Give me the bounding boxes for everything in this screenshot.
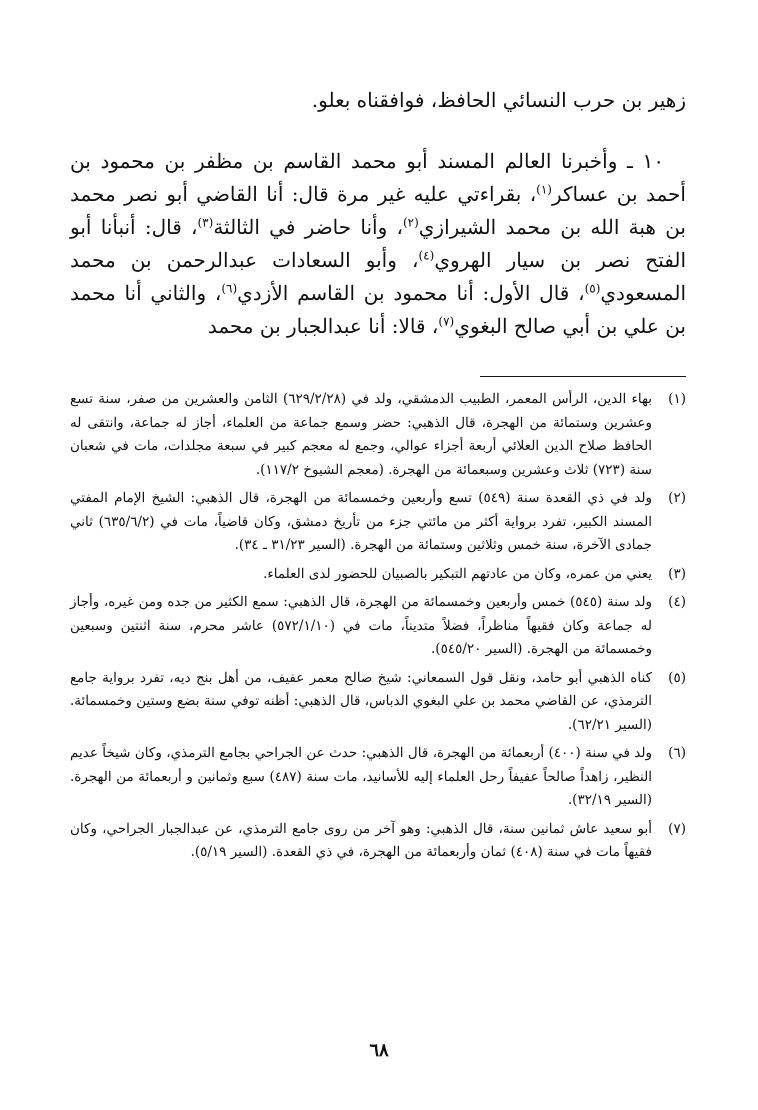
footnote-text: بهاء الدين، الرأس المعمر، الطبيب الدمشقي، ولد في (٦٢٩/٢/٢٨) الثامن والعشرين من صفر، سنة تسع وعشرين وستمائة من الهجرة، قال الذهبي: حضر وسمع جماعة من العلماء، أجاز له جماعة، وانتقى له الحافظ صلاح الدين العلائي أربعة أجزاء عوالي، وجمع له معجم كبير في سبعة مجلدات، مات في شعبان سنة (٧٢٣) ثلاث وعشرين وسبعمائة من الهجرة. (معجم الشيوخ ١١٧/٢).: [70, 391, 652, 478]
footnotes: [70, 388, 686, 870]
footnote-number: (٤): [668, 594, 686, 610]
main-text: [70, 84, 686, 343]
text-run: ، والثاني أنا محمد بن علي بن أبي صالح البغوي: [70, 281, 686, 338]
footnote-number: (٣): [668, 565, 686, 582]
footnote-text: يعني من عمره، وكان من عادتهم التبكير بالصبيان للحضور لدى العلماء.: [263, 565, 652, 582]
footnote-marker-7[interactable]: (٧): [438, 314, 455, 329]
footnote-text: ولد سنة (٥٤٥) خمس وأربعين وخمسمائة من الهجرة، قال الذهبي: سمع الكثير من جده ومن غيره، وأجاز له جماعة وكان فقيهاً مناظراً، فضلاً متديناً، مات في (٥٧٢/١/١٠) عاشر محرم، سنة اثنتين وسبعين وخمسمائة من الهجرة. (السير ٥٤٥/٢٠).: [70, 594, 652, 657]
footnote-text: كناه الذهبي أبو حامد، ونقل قول السمعاني: شيخ صالح معمر عفيف، من أهل بنج ديه، تفرد برواية جامع الترمذي، عن القاضي محمد بن علي البغوي الدباس، قال الذهبي: أظنه توفي سنة بضع وستين وخمسمائة. (السير ٦٢/٢١).: [70, 669, 652, 733]
text-run: ، قال الأول: أنا محمود بن القاسم الأزدي: [237, 281, 585, 305]
footnote-text: أبو سعيد عاش ثمانين سنة، قال الذهبي: وهو آخر من روى جامع الترمذي، عن عبدالجبار الجراحي، وكان فقيهاً مات في سنة (٤٠٨) ثمان وأربعمائة من الهجرة، في ذي القعدة. (السير ٥/١٩).: [70, 820, 652, 860]
text-run: ، وأنا حاضر في الثالثة: [213, 215, 403, 239]
footnote-number: (٧): [668, 820, 686, 837]
footnote: [70, 667, 686, 738]
footnote-marker-1[interactable]: (١): [536, 182, 552, 197]
footnote: [70, 388, 686, 482]
footnote-text: ولد في ذي القعدة سنة (٥٤٩) تسع وأربعين وخمسمائة من الهجرة، قال الذهبي: الشيخ الإمام المفتي المسند الكبير، تفرد برواية أكثر من مائتي جزء من تأريخ دمشق، وكان قاضياً، مات في (٦٣٥/٦/٢) ثاني جمادى الآخرة، سنة خمس وثلاثين وستمائة من الهجرة. (السير ٣١/٢٣ ـ ٣٤).: [70, 490, 652, 553]
footnote-number: (٢): [668, 490, 686, 506]
footnote-marker-2[interactable]: (٢): [402, 215, 419, 230]
footnote-number: (١): [668, 391, 686, 407]
footnote: [70, 818, 686, 865]
text-run: ، قالا: أنا عبدالجبار بن محمد: [207, 314, 439, 338]
footnote: [70, 487, 686, 558]
footnote-number: (٦): [668, 745, 686, 761]
continuation-line: زهير بن حرب النسائي الحافظ، فوافقناه بعلو.: [311, 88, 686, 112]
text-run: ، وأبو السعادات عبدالرحمن بن محمد المسعودي: [70, 248, 687, 305]
footnote-marker-3[interactable]: (٣): [197, 215, 214, 230]
text-run: ، بقراءتي عليه غير مرة قال: أنا القاضي أبو نصر محمد بن هبة الله بن محمد الشيرازي: [70, 182, 686, 239]
footnote: [70, 591, 686, 662]
footnote: [70, 742, 686, 813]
text-run: ١٠ ـ وأخبرنا العالم المسند أبو محمد القاسم بن مظفر بن محمود بن أحمد بن عساكر: [70, 149, 686, 206]
footnote-separator: [480, 376, 686, 377]
text-run: ، قال: أنبأنا أبو الفتح نصر بن سيار الهروي: [70, 215, 687, 272]
footnote: [70, 563, 686, 587]
footnote-marker-6[interactable]: (٦): [221, 281, 238, 296]
footnote-marker-4[interactable]: (٤): [418, 248, 435, 263]
page-number: ٦٨: [369, 1040, 389, 1061]
footnote-text: ولد في سنة (٤٠٠) أربعمائة من الهجرة، قال الذهبي: حدث عن الجراحي بجامع الترمذي، وكان شيخاً عديم النظير، زاهداً صالحاً عفيفاً رحل العلماء إليه للأسانيد، مات سنة (٤٨٧) سبع وثمانين و أربعمائة من الهجرة. (السير ٣٢/١٩).: [70, 745, 652, 808]
footnote-number: (٥): [668, 669, 686, 686]
narration-paragraph: [70, 145, 686, 343]
footnote-marker-5[interactable]: (٥): [584, 281, 601, 296]
